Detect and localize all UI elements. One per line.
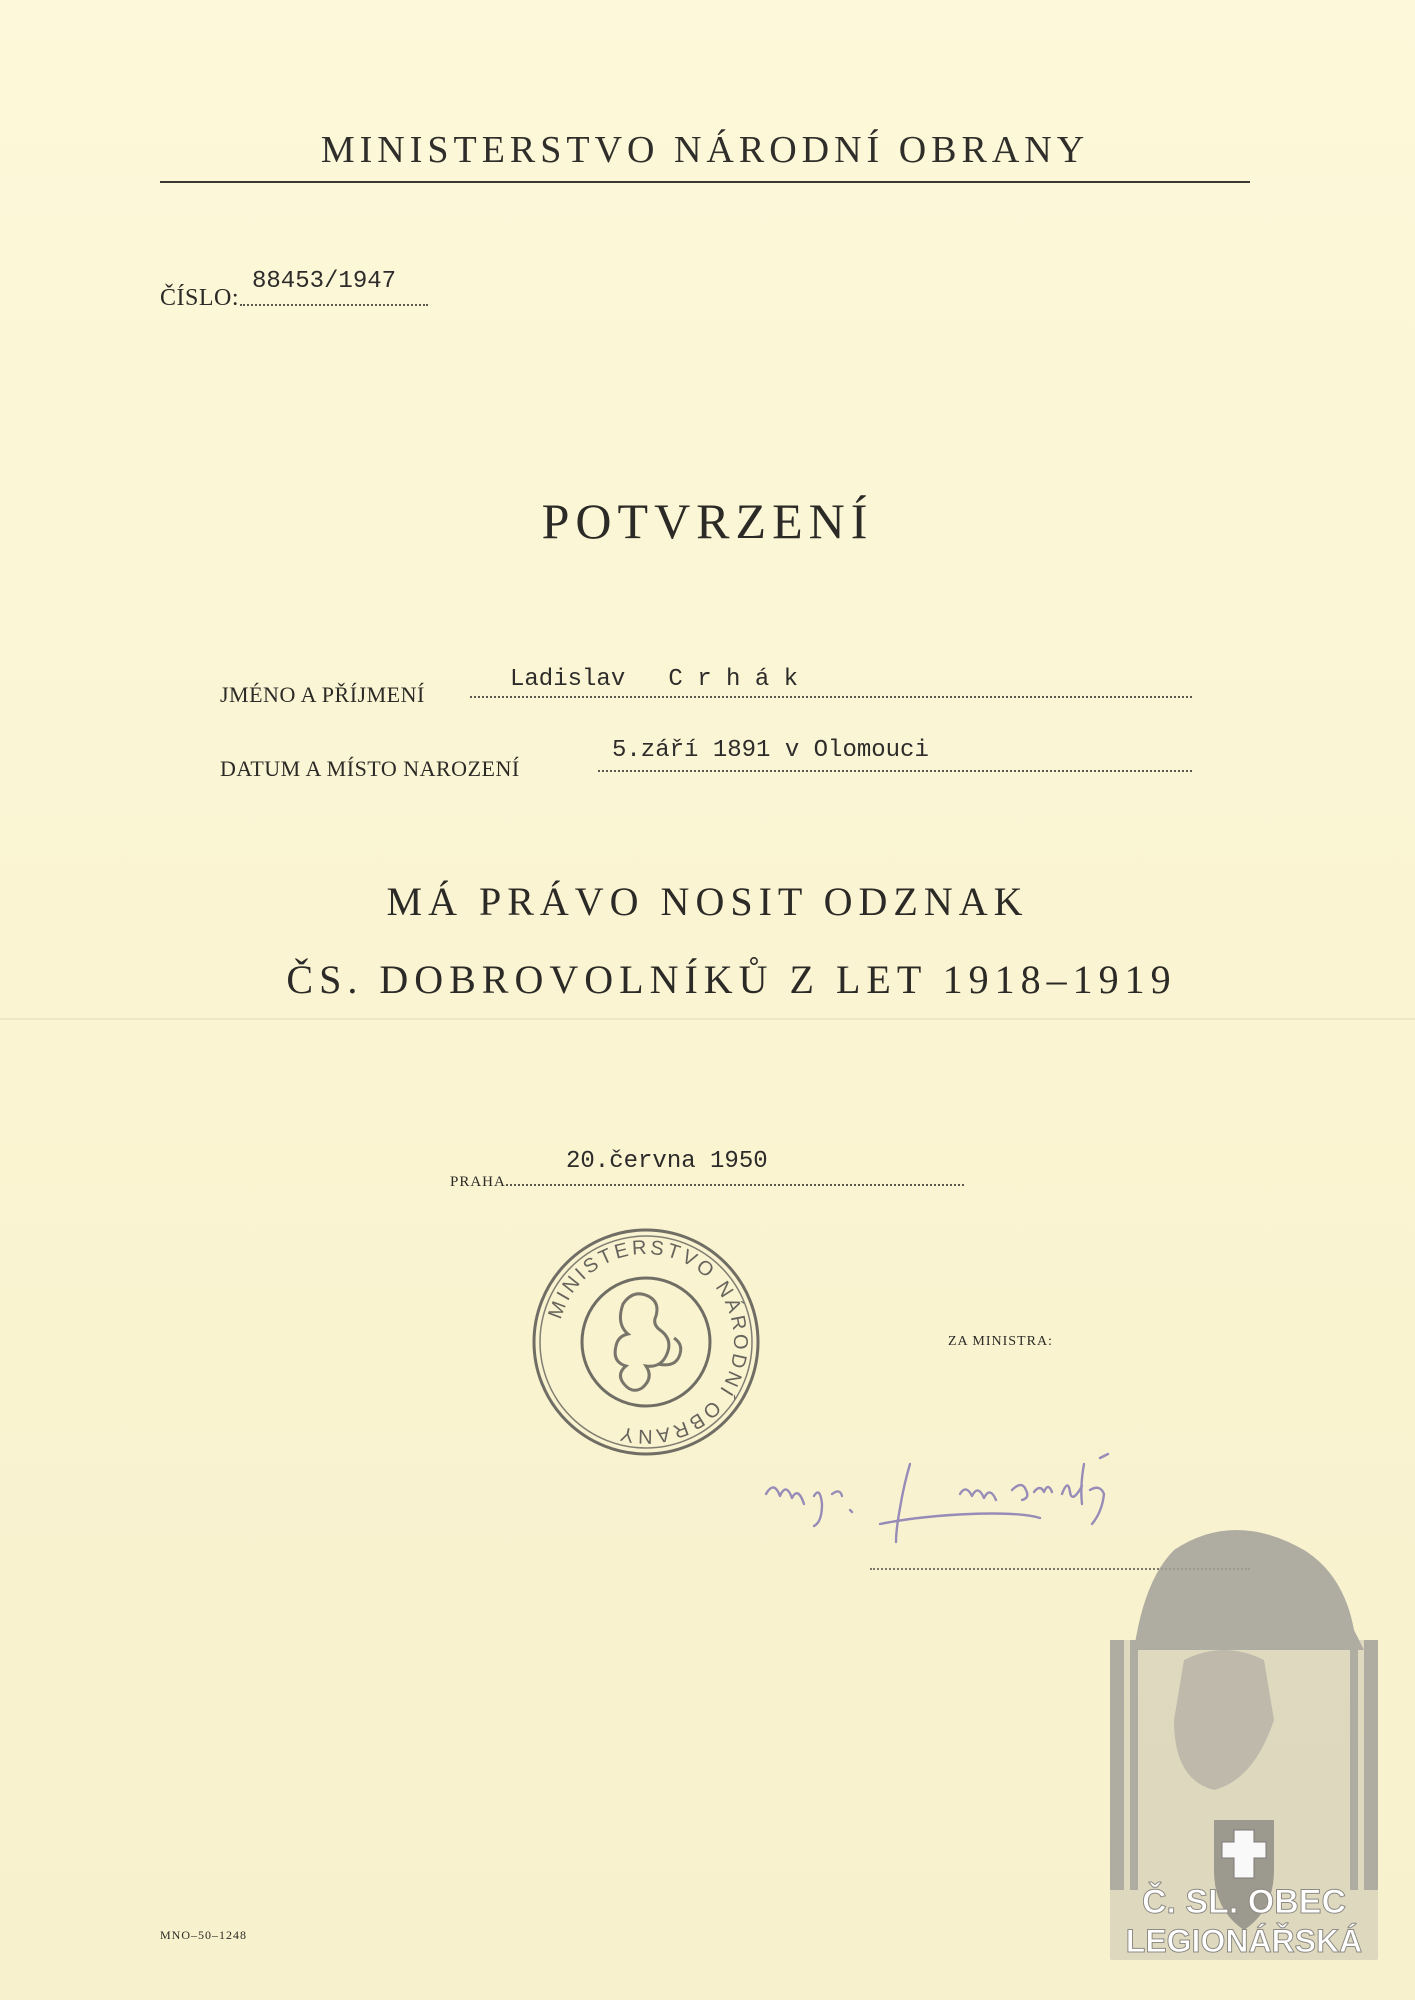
name-dotted-line [470,696,1192,698]
name-label: JMÉNO A PŘÍJMENÍ [220,682,425,707]
birth-dotted-line [598,770,1192,772]
watermark-line-1: Č. SL. OBEC [1141,1883,1347,1921]
number-label: ČÍSLO: [160,285,240,311]
statement-line-2: ČS. DOBROVOLNÍKŮ Z LET 1918–1919 [286,957,1177,1002]
fold-line [0,1018,1415,1020]
seal-text: MINISTERSTVO NÁRODNÍ OBRANY [544,1236,752,1448]
place-label: PRAHA [450,1174,506,1190]
name-value: Ladislav C r h á k [510,666,799,693]
signature-label: ZA MINISTRA: [948,1334,1053,1349]
ministry-header: MINISTERSTVO NÁRODNÍ OBRANY [320,129,1090,171]
form-code: MNO–50–1248 [160,1928,248,1942]
number-dotted-line [240,304,428,306]
birth-value: 5.září 1891 v Olomouci [612,737,929,764]
ministry-seal [528,1224,764,1460]
document-title: POTVRZENÍ [541,493,874,549]
place-dotted-line [506,1184,964,1186]
lion-emblem-icon [615,1294,681,1390]
legion-watermark-logo [1104,1530,1384,1970]
birth-label: DATUM A MÍSTO NAROZENÍ [220,756,520,781]
number-value: 88453/1947 [252,268,397,295]
statement-line-1: MÁ PRÁVO NOSIT ODZNAK [386,879,1029,924]
place-date: 20.června 1950 [566,1148,768,1175]
header-rule [160,181,1250,183]
watermark-line-2: LEGIONÁŘSKÁ [1125,1923,1363,1959]
